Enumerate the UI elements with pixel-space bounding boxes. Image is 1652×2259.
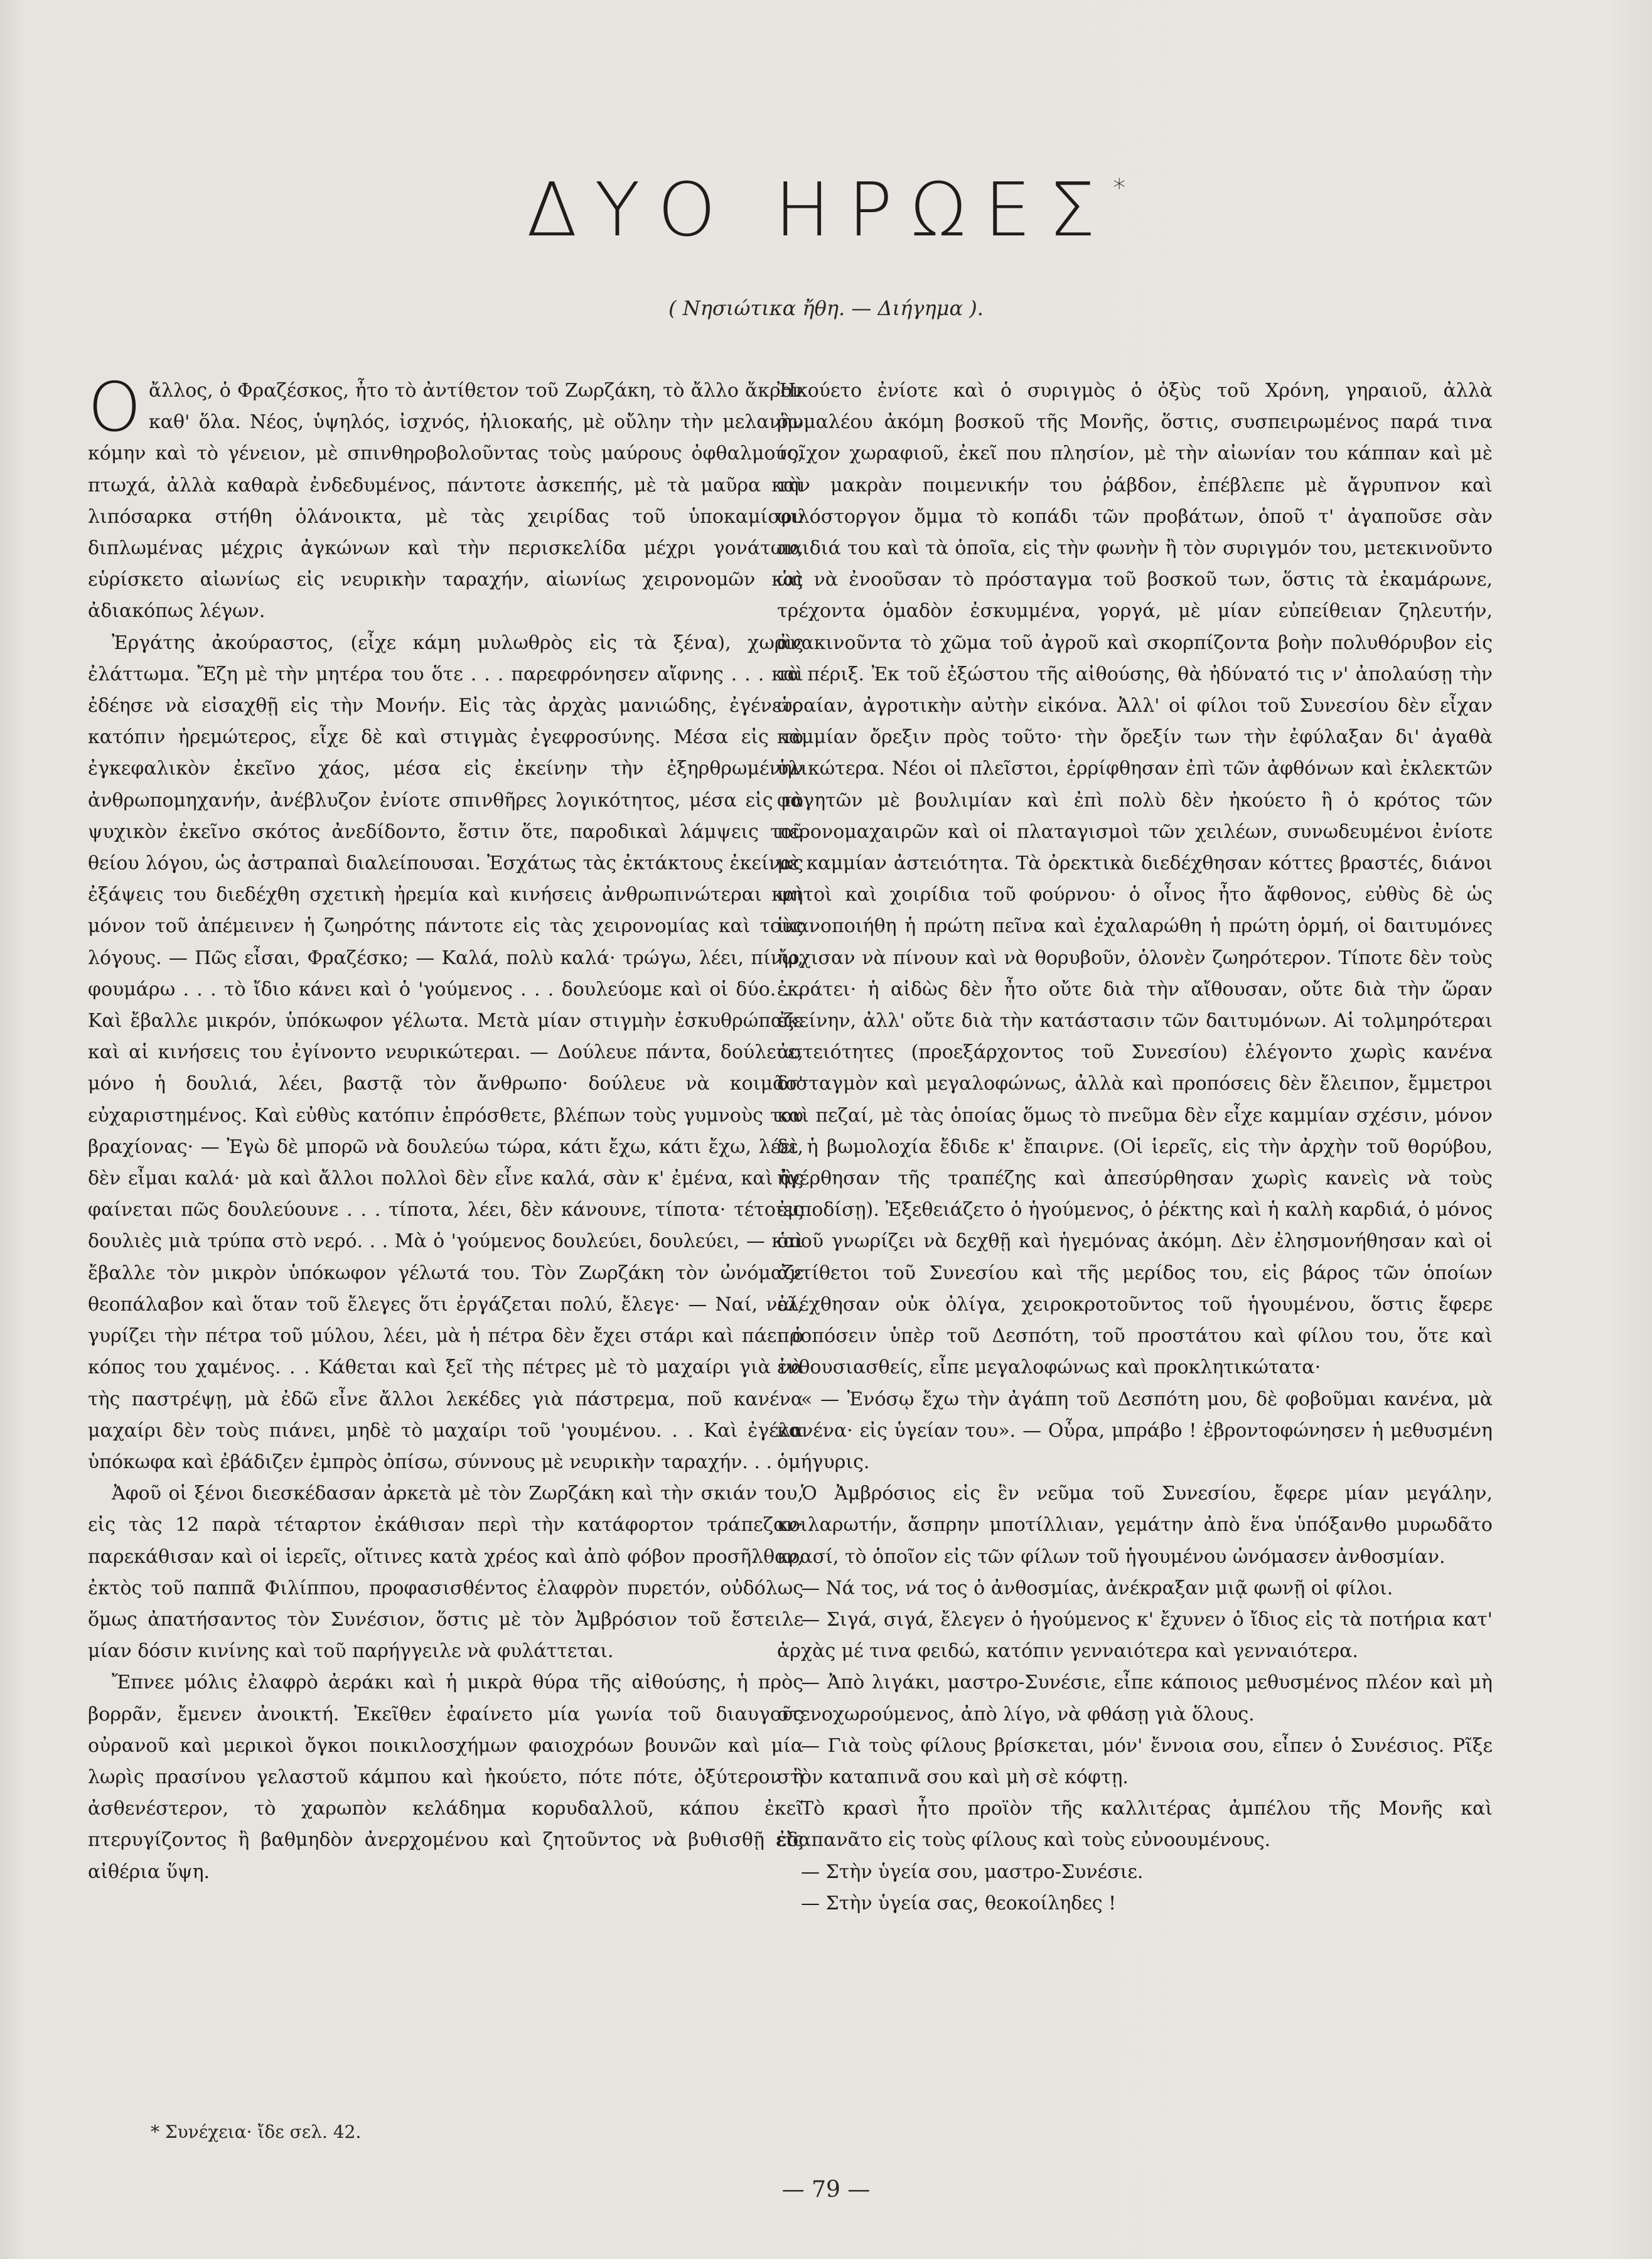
paragraph-text: ἄλλος, ὁ Φραζέσκος, ἦτο τὸ ἀντίθετον τοῦ Ζωρζάκη, τὸ ἄλλο ἄκρον καθ' ὅλα. Νέος, ὑψηλός, ἰσχνός, ἡλιοκαής, μὲ οὔλην τὴν μελανὴν κόμην καὶ τὸ γένειον, μὲ σπινθηροβολοῦντας τοὺς μαύρους ὀφθαλμούς, πτωχά, ἀλλὰ καθαρὰ ἐνδεδυμένος, πάντοτε ἀσκεπής, μὲ τὰ μαῦρα καὶ λιπόσαρκα στήθη ὁλάνοικτα, μὲ τὰς χειρίδας τοῦ ὑποκαμίσου διπλωμένας μέχρις ἀγκώνων καὶ τὴν περισκελίδα μέχρι γονάτων, εὑρίσκετο αἰωνίως εἰς νευρικὴν ταραχήν, αἰωνίως χειρονομῶν καὶ ἀδιακόπως λέγων. xyxy=(88,380,803,623)
story-title xyxy=(0,166,1652,253)
paragraph xyxy=(88,368,803,628)
drop-cap: Ο xyxy=(88,368,142,447)
story-subtitle: ( Νησιώτικα ἤθη. — Διήγημα ). xyxy=(668,296,984,320)
paragraph: — Στὴν ὑγεία σας, θεοκοίληδες ! xyxy=(801,1892,1117,1914)
paragraph: — Γιὰ τοὺς φίλους βρίσκεται, μόν' ἔννοια σου, εἶπεν ὁ Συνέσιος. Ρῖξε στὸν καταπινᾶ σου καὶ μὴ σὲ κόφτῃ. xyxy=(777,1734,1493,1788)
right-column xyxy=(777,375,1493,1919)
paragraph: « — Ἐνόσῳ ἔχω τὴν ἀγάπη τοῦ Δεσπότη μου, δὲ φοβοῦμαι κανένα, μὰ κανένα· εἰς ὑγείαν του». — Οὖρα, μπράβο ! ἐβροντοφώνησεν ἡ μεθυσμένη ὁμήγυρις. xyxy=(777,1388,1493,1473)
footnote-marker: * xyxy=(1113,174,1126,203)
paragraph: Ἀφοῦ οἱ ξένοι διεσκέδασαν ἀρκετὰ μὲ τὸν Ζωρζάκη καὶ τὴν σκιάν του, εἰς τὰς 12 παρὰ τέταρτον ἐκάθισαν περὶ τὴν κατάφορτον τράπεζαν· παρεκάθισαν καὶ οἱ ἱερεῖς, οἵτινες κατὰ χρέος καὶ ἀπὸ φόβον προσῆλθον, ἐκτὸς τοῦ παππᾶ Φιλίππου, προφασισθέντος ἐλαφρὸν πυρετόν, οὐδόλως ὅμως ἀπατήσαντος τὸν Συνέσιον, ὅστις μὲ τὸν Ἀμβρόσιον τοῦ ἔστειλε μίαν δόσιν κινίνης καὶ τοῦ παρήγγειλε νὰ φυλάττεται. xyxy=(88,1483,803,1663)
paragraph: Ἐργάτης ἀκούραστος, (εἶχε κάμη μυλωθρὸς εἰς τὰ ξένα), χωρὶς ἐλάττωμα. Ἔζη μὲ τὴν μητέρα του ὅτε . . . παρεφρόνησεν αἴφνης . . . καὶ ἐδέησε νὰ εἰσαχθῇ εἰς τὴν Μονήν. Εἰς τὰς ἀρχὰς μανιώδης, ἐγένετο κατόπιν ἠρεμώτερος, εἶχε δὲ καὶ στιγμὰς ἐγεφροσύνης. Μέσα εἰς τὸ ἐγκεφαλικὸν ἐκεῖνο χάος, μέσα εἰς ἐκείνην τὴν ἐξηρθρωμένην ἀνθρωπομηχανήν, ἀνέβλυζον ἐνίοτε σπινθῆρες λογικότητος, μέσα εἰς τὸ ψυχικὸν ἐκεῖνο σκότος ἀνεδίδοντο, ἔστιν ὅτε, παροδικαὶ λάμψεις τοῦ θείου λόγου, ὡς ἀστραπαὶ διαλείπουσαι. Ἐσχάτως τὰς ἐκτάκτους ἐκείνας ἐξάψεις του διεδέχθη σχετικὴ ἠρεμία καὶ κινήσεις ἀνθρωπινώτεραι καὶ μόνον τοῦ ἀπέμεινεν ἡ ζωηρότης πάντοτε εἰς τὰς χειρονομίας καὶ τοὺς λόγους. — Πῶς εἶσαι, Φραζέσκο; — Καλά, πολὺ καλά· τρώγω, λέει, πίνω, φουμάρω . . . τὸ ἴδιο κάνει καὶ ὁ 'γούμενος . . . δουλεύομε καὶ οἱ δύο. . . Καὶ ἔβαλλε μικρόν, ὑπόκωφον γέλωτα. Μετὰ μίαν στιγμὴν ἐσκυθρώπαζε καὶ αἱ κινήσεις του ἐγίνοντο νευρικώτεραι. — Δούλευε πάντα, δούλευε, μόνο ἡ δουλιά, λέει, βαστᾷ τὸν ἄνθρωπο· δούλευε νὰ κοιμᾶσ' εὐχαριστημένος. Καὶ εὐθὺς κατόπιν ἐπρόσθετε, βλέπων τοὺς γυμνοὺς του βραχίονας· — Ἐγὼ δὲ μπορῶ νὰ δουλεύω τώρα, κάτι ἔχω, κάτι ἔχω, λέει, δὲν εἶμαι καλά· μὰ καὶ ἄλλοι πολλοὶ δὲν εἶνε καλά, σὰν κ' ἐμένα, καὶ ἂς φαίνεται πῶς δουλεύουνε . . . τίποτα, λέει, δὲν κάνουνε, τίποτα· τέτοιες δουλιὲς μιὰ τρύπα στὸ νερό. . . Μὰ ὁ 'γούμενος δουλεύει, δουλεύει, — καὶ ἔβαλλε τὸν μικρὸν ὑπόκωφον γέλωτά του. Τὸν Ζωρζάκη τὸν ὠνόμαζε θεοπάλαβον καὶ ὅταν τοῦ ἔλεγες ὅτι ἐργάζεται πολύ, ἔλεγε· — Ναί, ναί, γυρίζει τὴν πέτρα τοῦ μύλου, λέει, μὰ ἡ πέτρα δὲν ἔχει στάρι καὶ πάει ὁ κόπος του χαμένος. . . Κάθεται καὶ ξεῖ τὴς πέτρες μὲ τὸ μαχαίρι γιὰ νὰ τὴς παστρέψῃ, μὰ ἐδῶ εἶνε ἄλλοι λεκέδες γιὰ πάστρεμα, ποῦ κανένα μαχαίρι δὲν τοὺς πιάνει, μηδὲ τὸ μαχαίρι τοῦ 'γουμένου. . . Καὶ ἐγέλα ὑπόκωφα καὶ ἐβάδιζεν ἐμπρὸς ὀπίσω, σύννους μὲ νευρικὴν ταραχήν. . . xyxy=(88,631,803,1473)
paragraph: Τὸ κρασὶ ἦτο προϊὸν τῆς καλλιτέρας ἀμπέλου τῆς Μονῆς καὶ ἐδαπανᾶτο εἰς τοὺς φίλους καὶ τοὺς εὐνοουμένους. xyxy=(777,1798,1493,1852)
paragraph: Ἔπνεε μόλις ἐλαφρὸ ἀεράκι καὶ ἡ μικρὰ θύρα τῆς αἰθούσης, ἡ πρὸς βορρᾶν, ἔμενεν ἀνοικτή. Ἐκεῖθεν ἐφαίνετο μία γωνία τοῦ διαυγοῦς οὐρανοῦ καὶ μερικοὶ ὄγκοι ποικιλοσχήμων φαιοχρόων βουνῶν καὶ μία λωρὶς πρασίνου γελαστοῦ κάμπου καὶ ἠκούετο, πότε πότε, ὀξύτερον ἢ ἀσθενέστερον, τὸ χαρωπὸν κελάδημα κορυδαλλοῦ, κάπου ἐκεῖ πτερυγίζοντος ἢ βαθμηδὸν ἀνερχομένου καὶ ζητοῦντος νὰ βυθισθῇ εἰς αἰθέρια ὕψη. xyxy=(88,1671,803,1883)
paragraph: — Στὴν ὑγεία σου, μαστρο-Συνέσιε. xyxy=(801,1860,1144,1883)
story-title-text: ΔΥΟ ΗΡΩΕΣ xyxy=(526,166,1113,253)
paragraph: — Ἀπὸ λιγάκι, μαστρο-Συνέσιε, εἶπε κάποιος μεθυσμένος πλέον καὶ μὴ στενοχωρούμενος, ἀπὸ λίγο, νὰ φθάσῃ γιὰ ὅλους. xyxy=(777,1671,1493,1725)
paragraph: Ἠκούετο ἐνίοτε καὶ ὁ συριγμὸς ὁ ὀξὺς τοῦ Χρόνη, γηραιοῦ, ἀλλὰ ῥωμαλέου ἀκόμη βοσκοῦ τῆς Μονῆς, ὅστις, συσπειρωμένος παρά τινα τοῖχον χωραφιοῦ, ἐκεῖ που πλησίον, μὲ τὴν αἰωνίαν του κάππαν καὶ μὲ τὴν μακρὰν ποιμενικήν του ῥάβδον, ἐπέβλεπε μὲ ἄγρυπνον καὶ φιλόστοργον ὄμμα τὸ κοπάδι τῶν προβάτων, ὁποῦ τ' ἀγαποῦσε σὰν παιδιά του καὶ τὰ ὁποῖα, εἰς τὴν φωνὴν ἢ τὸν συριγμόν του, μετεκινοῦντο ὡς νὰ ἐνοοῦσαν τὸ πρόσταγμα τοῦ βοσκοῦ των, ὅστις τὰ ἐκαμάρωνε, τρέχοντα ὁμαδὸν ἐσκυμμένα, γοργά, μὲ μίαν εὐπείθειαν ζηλευτήν, ἀνακινοῦντα τὸ χῶμα τοῦ ἀγροῦ καὶ σκορπίζοντα βοὴν πολυθόρυβον εἰς τὰ πέριξ. Ἐκ τοῦ ἐξώστου τῆς αἰθούσης, θὰ ἠδύνατό τις ν' ἀπολαύσῃ τὴν ὡραίαν, ἀγροτικὴν αὐτὴν εἰκόνα. Ἀλλ' οἱ φίλοι τοῦ Συνεσίου δὲν εἶχαν καμμίαν ὄρεξιν πρὸς τοῦτο· τὴν ὄρεξίν των τὴν ἐφύλαξαν δι' ἀγαθὰ ὑλικώτερα. Νέοι οἱ πλεῖστοι, ἐρρίφθησαν ἐπὶ τῶν ἀφθόνων καὶ ἐκλεκτῶν φαγητῶν μὲ βουλιμίαν καὶ ἐπὶ πολὺ δὲν ἠκούετο ἢ ὁ κρότος τῶν περονομαχαιρῶν καὶ οἱ πλαταγισμοὶ τῶν χειλέων, συνωδευμένοι ἐνίοτε μὲ καμμίαν ἀστειότητα. Τὰ ὀρεκτικὰ διεδέχθησαν κόττες βραστές, διάνοι ψητοὶ καὶ χοιρίδια τοῦ φούρνου· ὁ οἶνος ἦτο ἄφθονος, εὐθὺς δὲ ὡς ἱκανοποιήθη ἡ πρώτη πεῖνα καὶ ἐχαλαρώθη ἡ πρώτη ὁρμή, οἱ δαιτυμόνες ἤρχισαν νὰ πίνουν καὶ νὰ θορυβοῦν, ὁλονὲν ζωηρότερον. Τίποτε δὲν τοὺς ἐκράτει· ἡ αἰδὼς δὲν ἦτο οὔτε διὰ τὴν αἴθουσαν, οὔτε διὰ τὴν ὥραν ἐκείνην, ἀλλ' οὔτε διὰ τὴν κατάστασιν τῶν δαιτυμόνων. Αἱ τολμηρότεραι ἀστειότητες (προεξάρχοντος τοῦ Συνεσίου) ἐλέγοντο χωρὶς κανένα δισταγμὸν καὶ μεγαλοφώνως, ἀλλὰ καὶ προπόσεις δὲν ἔλειπον, ἔμμετροι καὶ πεζαί, μὲ τὰς ὁποίας ὅμως τὸ πνεῦμα δὲν εἶχε καμμίαν σχέσιν, μόνον δὲ ἡ βωμολοχία ἔδιδε κ' ἔπαιρνε. (Οἱ ἱερεῖς, εἰς τὴν ἀρχὴν τοῦ θορύβου, ἠγέρθησαν τῆς τραπέζης καὶ ἀπεσύρθησαν χωρὶς κανεὶς νὰ τοὺς ἐμποδίσῃ). Ἐξεθειάζετο ὁ ἡγούμενος, ὁ ῥέκτης καὶ ἡ καλὴ καρδιά, ὁ μόνος ὁποῦ γνωρίζει νὰ δεχθῇ καὶ ἡγεμόνας ἀκόμη. Δὲν ἐλησμονήθησαν καὶ οἱ ἀντίθετοι τοῦ Συνεσίου καὶ τῆς μερίδος του, εἰς βάρος τῶν ὁποίων ἐλέχθησαν οὐκ ὀλίγα, χειροκροτοῦντος τοῦ ἡγουμένου, ὅστις ἔφερε προπόσειν ὑπὲρ τοῦ Δεσπότη, τοῦ προστάτου καὶ φίλου του, ὅτε καὶ ἐνθουσιασθείς, εἶπε μεγαλοφώνως καὶ προκλητικώτατα· xyxy=(777,380,1493,1379)
footnote: * Συνέχεια· ἴδε σελ. 42. xyxy=(151,2122,362,2142)
paragraph: — Σιγά, σιγά, ἔλεγεν ὁ ἡγούμενος κ' ἔχυνεν ὁ ἴδιος εἰς τὰ ποτήρια κατ' ἀρχὰς μέ τινα φειδώ, κατόπιν γενναιότερα καὶ γενναιότερα. xyxy=(777,1608,1493,1663)
left-column xyxy=(88,368,803,1888)
paragraph: Ὁ Ἀμβρόσιος εἰς ἓν νεῦμα τοῦ Συνεσίου, ἔφερε μίαν μεγάλην, κοιλαρωτήν, ἄσπρην μποτίλλιαν, γεμάτην ἀπὸ ἕνα ὑπόξανθο μυρωδᾶτο κρασί, τὸ ὁποῖον εἰς τῶν φίλων τοῦ ἡγουμένου ὠνόμασεν ἀνθοσμίαν. xyxy=(777,1483,1493,1568)
page-number: — 79 — xyxy=(781,2177,871,2203)
paragraph: — Νά τος, νά τος ὁ ἀνθοσμίας, ἀνέκραξαν μιᾷ φωνῇ οἱ φίλοι. xyxy=(801,1577,1393,1599)
